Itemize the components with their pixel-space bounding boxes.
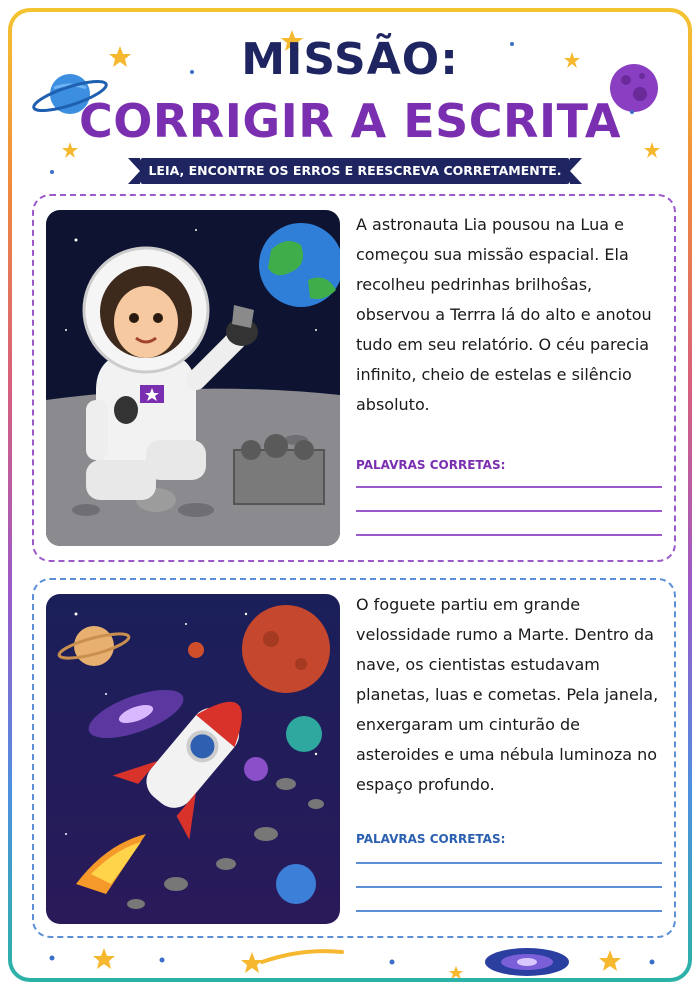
stars-decoration-bottom bbox=[12, 938, 688, 978]
answer-line[interactable] bbox=[356, 886, 662, 888]
answer-line[interactable] bbox=[356, 534, 662, 536]
answer-line[interactable] bbox=[356, 862, 662, 864]
page-title-line2: CORRIGIR A ESCRITA bbox=[79, 94, 621, 148]
astronaut-illustration bbox=[46, 210, 340, 546]
answer-line[interactable] bbox=[356, 486, 662, 488]
page-frame bbox=[8, 8, 692, 982]
exercise-card-1 bbox=[32, 194, 676, 562]
instruction-banner: LEIA, ENCONTRE OS ERROS E REESCREVA CORRETAMENTE. bbox=[140, 158, 570, 184]
paragraph-2: O foguete partiu em grande velossidade rumo a Marte. Dentro da nave, os cientistas estudavam planetas, luas e cometas. Pela janela, enxergaram um cinturão de asteroides e uma nébula luminoza no espaço profundo. bbox=[356, 595, 659, 794]
galaxy-icon bbox=[482, 942, 572, 978]
paragraph-1: A astronauta Lia pousou na Lua e começou sua missão espacial. Ela recolheu pedrinhas brilhoŝas, observou a Terrra lá do alto e anotou tudo em seu relatório. O céu parecia infinito, cheio de estelas e silêncio absoluto. bbox=[356, 215, 652, 414]
answer-line[interactable] bbox=[356, 510, 662, 512]
worksheet bbox=[12, 12, 688, 978]
rocket-illustration bbox=[46, 594, 340, 924]
correct-words-label-2: PALAVRAS CORRETAS: bbox=[356, 832, 506, 846]
exercise-card-2 bbox=[32, 578, 676, 938]
page-title-line1: MISSÃO: bbox=[241, 34, 459, 85]
correct-words-label-1: PALAVRAS CORRETAS: bbox=[356, 458, 506, 472]
answer-line[interactable] bbox=[356, 910, 662, 912]
